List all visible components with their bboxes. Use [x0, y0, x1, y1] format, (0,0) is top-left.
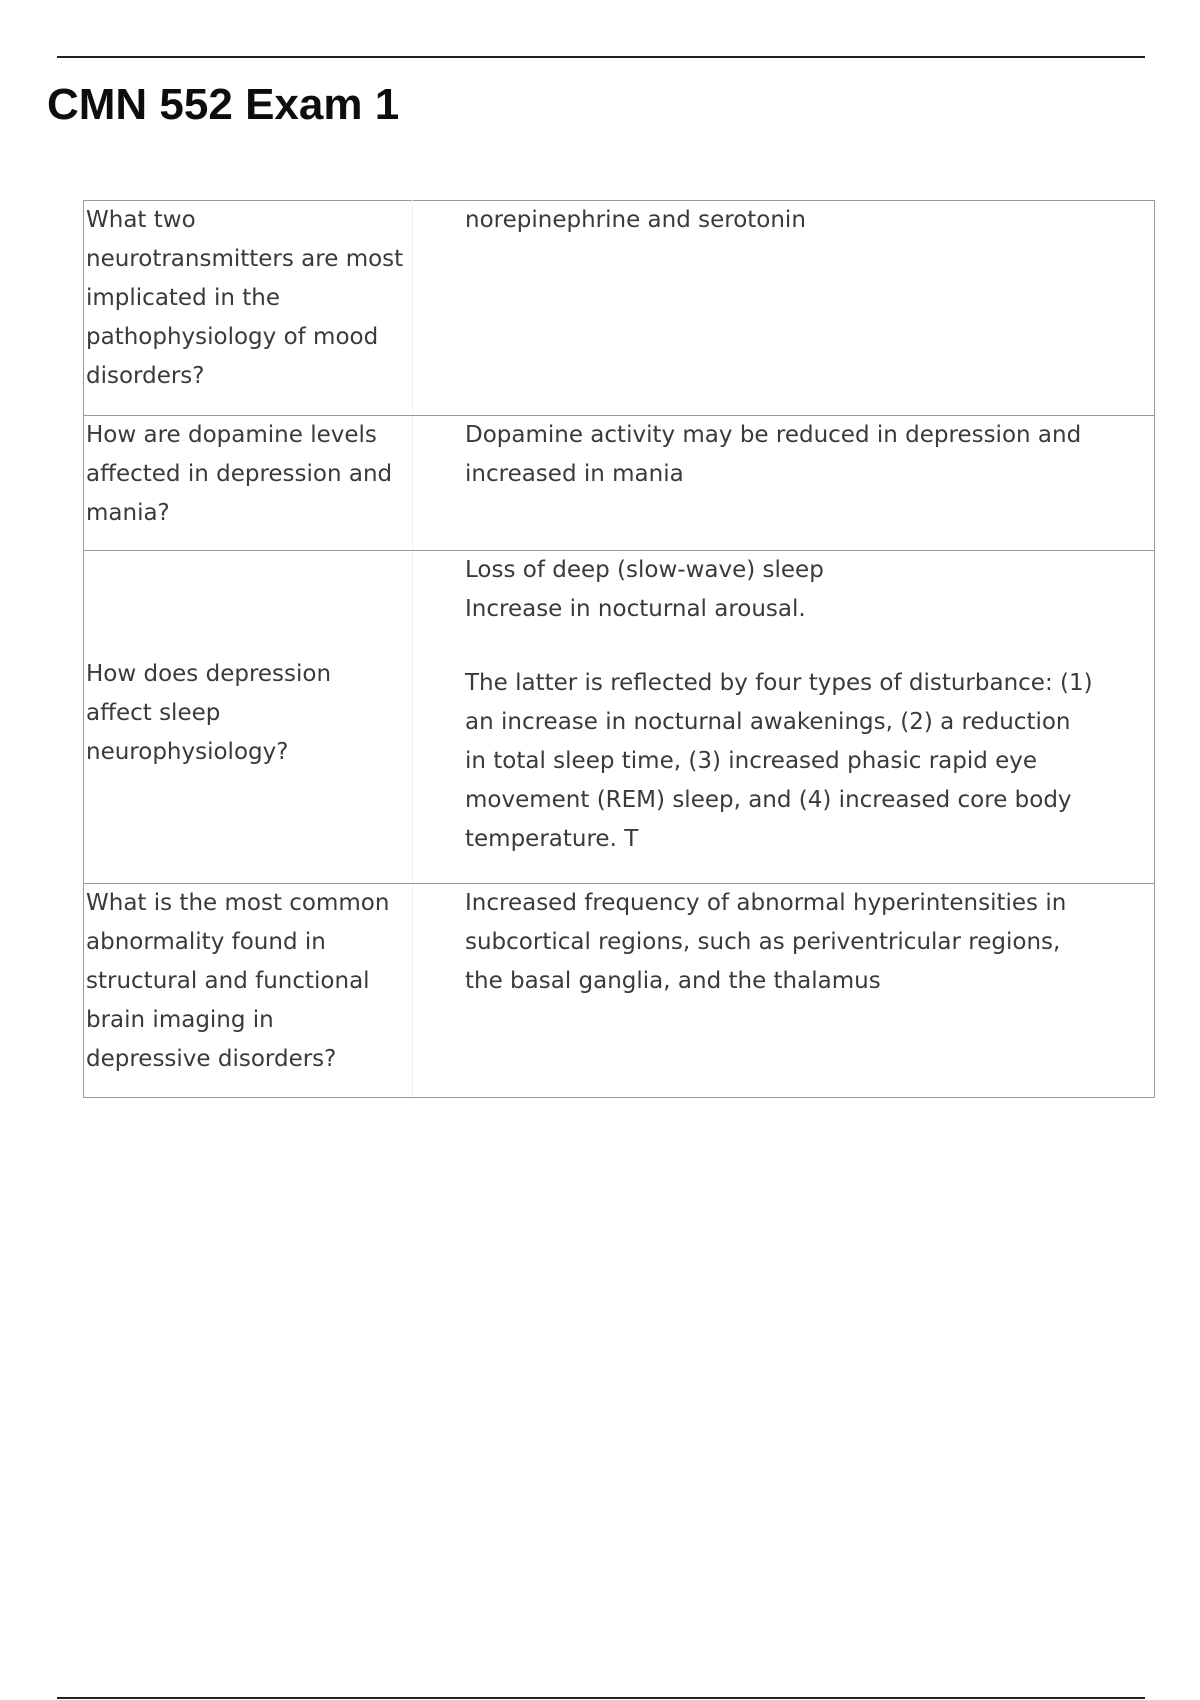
table-row — [84, 416, 1155, 551]
answer-cell: Increased frequency of abnormal hyperintensities in subcortical regions, such as periventricular regions, the basal ganglia, and the thalamus — [413, 884, 1155, 1098]
answer-line: Loss of deep (slow-wave) sleep — [465, 557, 824, 583]
question-cell: How are dopamine levels affected in depression and mania? — [84, 416, 413, 551]
question-cell: How does depression affect sleep neurophysiology? — [84, 551, 413, 884]
flashcard-table — [83, 200, 1155, 1098]
header-rule — [57, 56, 1145, 58]
answer-cell — [413, 551, 1155, 884]
footer-rule — [57, 1697, 1145, 1699]
page-title: CMN 552 Exam 1 — [47, 80, 400, 129]
answer-cell: Dopamine activity may be reduced in depression and increased in mania — [413, 416, 1155, 551]
table-row — [84, 551, 1155, 884]
question-cell: What is the most common abnormality found in structural and functional brain imaging in depressive disorders? — [84, 884, 413, 1098]
answer-cell: norepinephrine and serotonin — [413, 201, 1155, 416]
table-row — [84, 884, 1155, 1098]
table-row — [84, 201, 1155, 416]
question-cell: What two neurotransmitters are most implicated in the pathophysiology of mood disorders? — [84, 201, 413, 416]
answer-line: Increase in nocturnal arousal. — [465, 596, 806, 622]
answer-paragraph: The latter is reflected by four types of disturbance: (1) an increase in nocturnal awakenings, (2) a reduction in total sleep time, (3) increased phasic rapid eye movement (REM) sleep, and (4) increased core body temperature. T — [465, 670, 1093, 852]
